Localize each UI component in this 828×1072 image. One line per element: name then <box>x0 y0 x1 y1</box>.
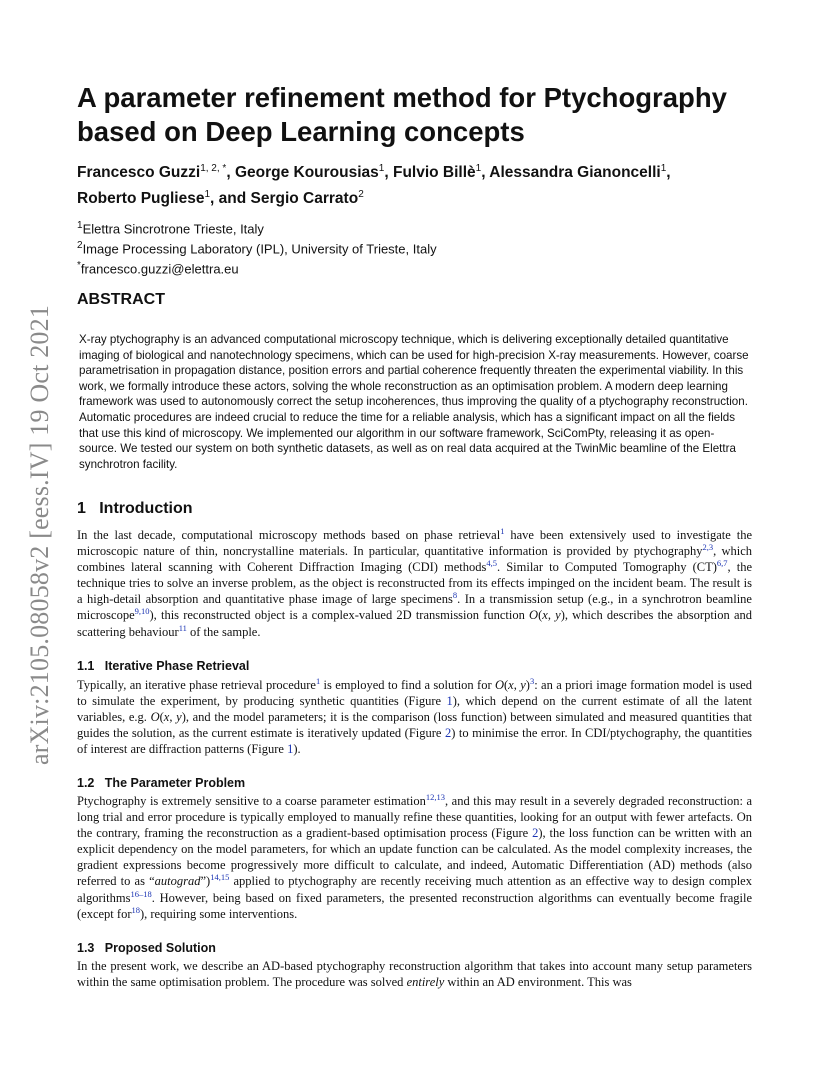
text-run: ), which depend on the current estimate of all the latent variables, e.g. <box>77 694 752 725</box>
italic-run: y <box>176 710 182 725</box>
text-run: . In a transmission setup (e.g., in a synchrotron beamline microscope <box>77 592 752 623</box>
author-name: Roberto Pugliese <box>77 190 205 208</box>
text-run: have been extensively used to investigate the microscopic nature of thin, noncrystalline materials. In particular, quantitative information is provided by ptychography <box>77 528 752 559</box>
author-separator: , <box>666 164 671 182</box>
citation-link[interactable]: 1 <box>315 675 321 686</box>
italic-run: x <box>163 710 170 725</box>
citation-link[interactable]: 1 <box>500 525 505 536</box>
figure-ref-link[interactable]: 2 <box>444 726 452 741</box>
text-run: In the present work, we describe an AD-based ptychography reconstruction algorithm that takes into account many setup parameters within the same optimisation problem. The procedure was solved <box>77 959 752 990</box>
text-run: ( <box>504 678 509 692</box>
figure-ref-link[interactable]: 1 <box>287 742 294 757</box>
introduction-paragraph <box>77 527 752 640</box>
text-run: ”) <box>200 874 211 889</box>
affiliation-line[interactable] <box>77 258 777 278</box>
text-run: ), and the model parameters; it is the comparison (loss function) between simulated and measured quantities that guides the solution, as the current estimate is iteratively updated (Figure <box>77 710 753 741</box>
text-run: of the sample. <box>186 624 261 639</box>
text-run: Ptychography is extremely sensitive to a coarse parameter estimation <box>77 794 426 808</box>
author-name: Fulvio Billè <box>392 164 476 182</box>
italic-run: O <box>529 608 539 623</box>
italic-run: O <box>150 710 160 725</box>
text-run: within an AD environment. This was <box>444 975 632 990</box>
italic-run: O <box>494 678 504 692</box>
text-run: ) to minimise the error. In CDI/ptychography, the quantities of interest are diffraction patterns (Figure <box>77 726 752 757</box>
affiliation-text: Image Processing Laboratory (IPL), University of Trieste, Italy <box>82 241 437 257</box>
iterative-phase-retrieval-paragraph <box>77 677 752 757</box>
italic-run: x <box>508 678 514 692</box>
text-run: . Similar to Computed Tomography (CT) <box>497 560 717 575</box>
text-run: . However, being based on fixed parameters, the presented reconstruction algorithms can eventually become fragile (except for <box>77 890 752 921</box>
italic-run: x <box>542 608 548 623</box>
citation-link[interactable]: 18 <box>131 904 140 915</box>
text-run: applied to ptychography are recently receiving much attention as an effective way to design complex algorithms <box>77 874 752 905</box>
citation-link[interactable]: 8 <box>452 590 458 601</box>
text-run: Typically, an iterative phase retrieval procedure <box>77 678 316 692</box>
author-affiliation-marker: 1, 2, * <box>200 163 227 174</box>
author-affiliation-marker: 2 <box>358 189 364 201</box>
subsection-heading-iterative-phase-retrieval: 1.1 Iterative Phase Retrieval <box>77 659 250 673</box>
text-run: , <box>547 608 556 623</box>
author-separator: , <box>226 164 235 182</box>
citation-link[interactable]: 2,3 <box>702 541 714 552</box>
text-run: ), this reconstructed object is a complex-valued 2D transmission function <box>149 608 530 623</box>
author-list <box>77 158 777 210</box>
text-run: , which combines lateral scanning with Coherent Diffraction Imaging (CDI) methods <box>77 544 752 575</box>
italic-run: autograd <box>154 874 201 889</box>
text-run: , <box>169 710 177 725</box>
citation-link[interactable]: 11 <box>178 622 187 633</box>
author-name: Francesco Guzzi <box>77 164 201 182</box>
author-separator: , and <box>210 190 251 208</box>
affiliation-marker: 2 <box>77 239 83 251</box>
italic-run: entirely <box>406 975 445 990</box>
author-separator: , <box>384 164 393 182</box>
author-affiliation-marker: 1 <box>378 163 385 174</box>
proposed-solution-paragraph <box>77 958 752 990</box>
italic-run: y <box>555 608 561 623</box>
citation-link[interactable]: 3 <box>529 675 535 686</box>
author-affiliation-marker: 1 <box>660 163 667 174</box>
abstract-text: X-ray ptychography is an advanced computational microscopy technique, which is delivering exceptionally detailed quantitative imaging of biological and nanotechnology specimens, which can be used for high-precision X-ray measurements. However, coarse parametrisation in propagation distance, position errors and partial coherence frequently threaten the experimental viability. In this work, we formally introduce these actors, solving the whole reconstruction as an optimisation problem. A modern deep learning framework was used to autonomously correct the setup incoherences, thus improving the quality of a ptychography reconstruction. Automatic procedures are indeed crucial to reduce the time for a reliable analysis, which has a significant impact on all the fields that use this kind of microscopy. We implemented our algorithm in our software framework, SciComPty, releasing it as open-source. We tested our system on both synthetic datasets, as well as on real data acquired at the TwinMic beamline of the Elettra synchrotron facility. <box>79 333 749 471</box>
text-run: , the technique tries to solve an inverse problem, as the object is reconstructed from its effects impinged on the incident beam. The result is a high-detail absorption and quantitative phase image of large specimens <box>77 560 753 607</box>
affiliation-line <box>77 218 777 238</box>
text-run: , <box>513 678 521 692</box>
figure-ref-link[interactable]: 2 <box>532 826 539 841</box>
text-run: ), the loss function can be written with an explicit dependency on the model parameters, for which an update function can be calculated. As the model complexity increases, the gradient expressions become progressively more difficult to calculate, and indeed, Automatic Differentiation (AD) methods (also referred to as “ <box>77 826 752 889</box>
citation-link[interactable]: 16–18 <box>130 888 152 899</box>
affiliation-marker: * <box>77 259 81 271</box>
affiliations <box>77 218 777 277</box>
text-run: : an a priori image formation model is used to simulate the experiment, by producing synthetic quantities (Figure <box>77 678 752 709</box>
affiliation-line <box>77 238 777 258</box>
text-run: ), requiring some interventions. <box>139 906 298 921</box>
arxiv-watermark <box>22 290 58 780</box>
subsection-heading-proposed-solution: 1.3 Proposed Solution <box>77 941 216 955</box>
text-run: In the last decade, computational microscopy methods based on phase retrieval <box>77 528 501 542</box>
figure-ref-link[interactable]: 1 <box>446 694 453 709</box>
author-name: Sergio Carrato <box>250 190 359 208</box>
affiliation-marker: 1 <box>77 220 83 231</box>
text-run: ( <box>538 608 543 623</box>
text-run: , and this may result in a severely degraded reconstruction: a long trial and error procedure is typically employed to manually refine these quantities, looking for an output with fewer artefacts. On the contrary, framing the reconstruction as a gradient-based optimisation process (Figure <box>77 794 752 841</box>
text-run: ) <box>525 678 530 692</box>
text-run: ( <box>159 710 164 725</box>
subsection-heading-parameter-problem: 1.2 The Parameter Problem <box>77 776 246 790</box>
author-name: George Kourousias <box>234 164 379 182</box>
citation-link[interactable]: 6,7 <box>716 558 728 569</box>
citation-link[interactable]: 12,13 <box>425 791 446 802</box>
abstract-heading: ABSTRACT <box>77 291 165 308</box>
text-run: ). <box>293 742 301 757</box>
text-run: ), which describes the absorption and scattering behaviour <box>77 608 753 639</box>
arxiv-id-text: arXiv:2105.08058v2 [eess.IV] 19 Oct 2021 <box>25 304 54 766</box>
text-run: is employed to find a solution for <box>320 678 495 692</box>
affiliation-text: Elettra Sincrotrone Trieste, Italy <box>82 221 264 237</box>
author-name: Alessandra Gianoncelli <box>489 164 661 182</box>
author-affiliation-marker: 1 <box>204 189 211 201</box>
citation-link[interactable]: 4,5 <box>486 558 498 569</box>
parameter-problem-paragraph <box>77 793 752 922</box>
author-affiliation-marker: 1 <box>475 163 482 174</box>
citation-link[interactable]: 9,10 <box>134 606 150 617</box>
citation-link[interactable]: 14,15 <box>210 872 230 883</box>
italic-run: y <box>520 678 526 692</box>
paper-title: A parameter refinement method for Ptychography based on Deep Learning concepts <box>77 82 727 147</box>
corresponding-email[interactable]: francesco.guzzi@elettra.eu <box>80 260 239 276</box>
author-separator: , <box>481 164 490 182</box>
section-heading-introduction: 1 Introduction <box>77 500 193 517</box>
